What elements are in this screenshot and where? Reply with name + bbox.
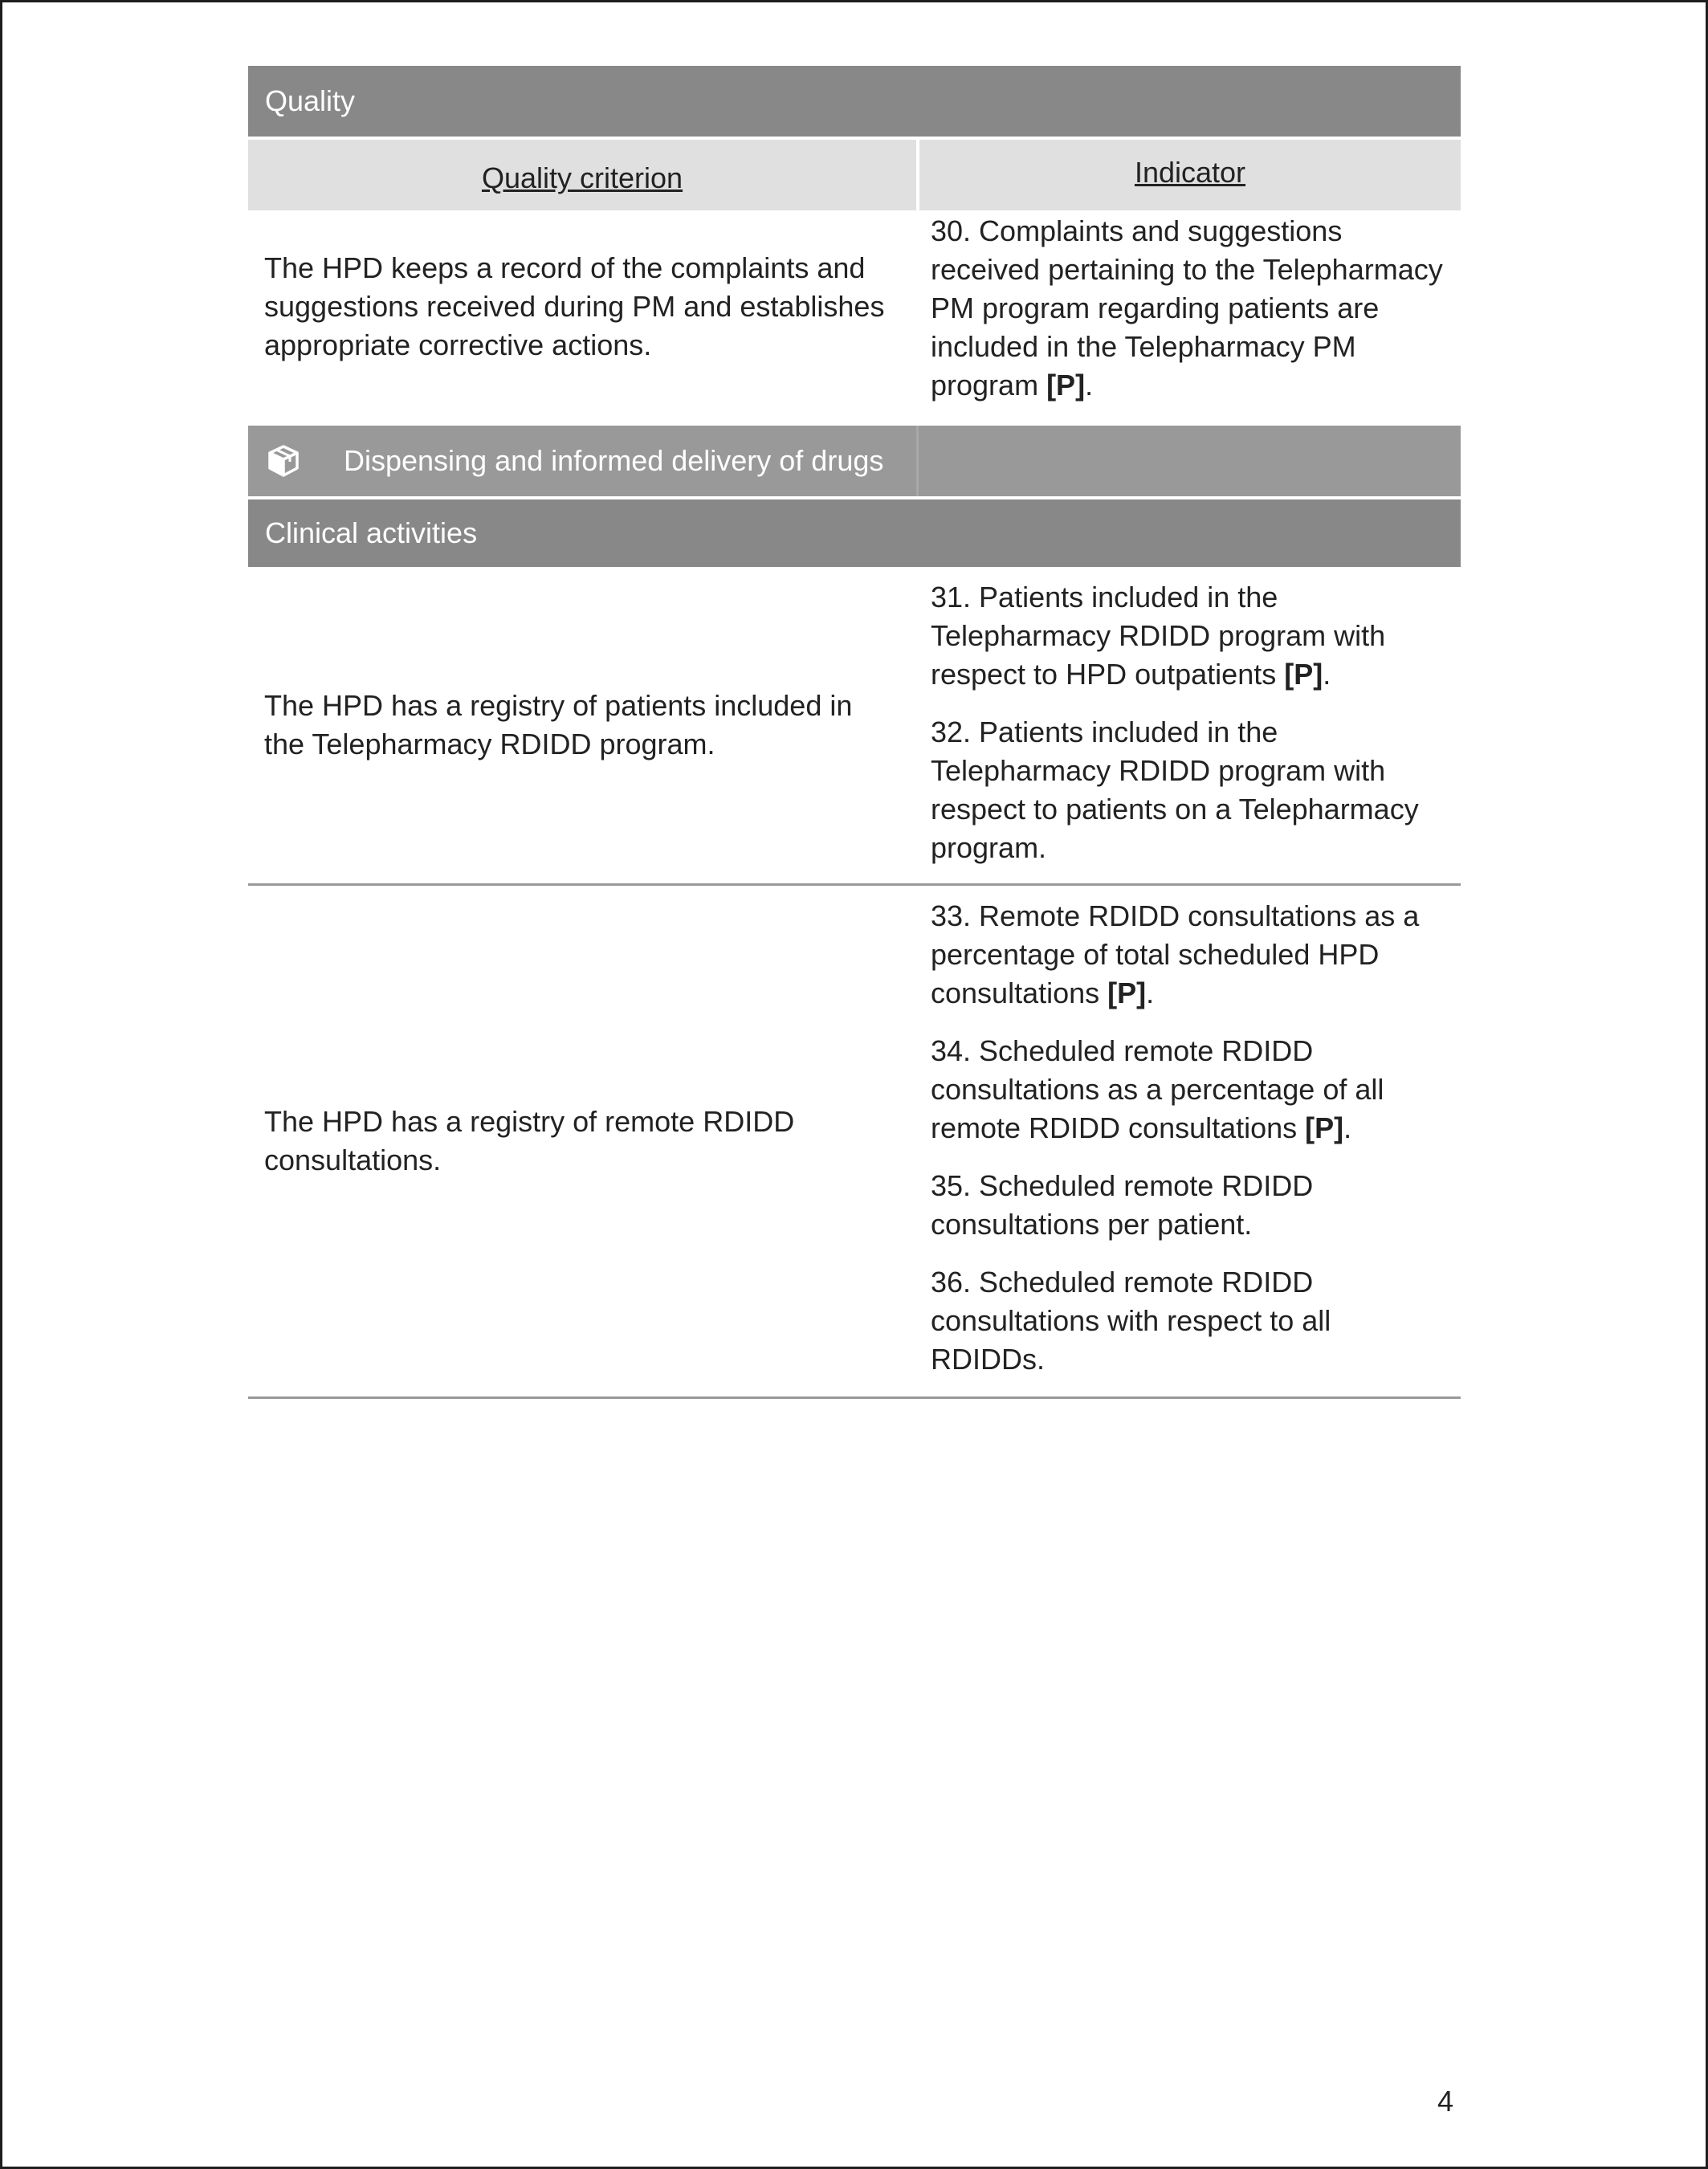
indicator-column-header	[916, 140, 1461, 210]
indicator-item: 31. Patients included in the Telepharmacy RDIDD program with respect to HPD outpatients [P].	[931, 581, 1386, 691]
indicator-item: 34. Scheduled remote RDIDD consultations as a percentage of all remote RDIDD consultations [P].	[931, 1034, 1384, 1144]
criterion-text: The HPD keeps a record of the complaints and suggestions received during PM and establishes appropriate corrective actions.	[264, 251, 885, 361]
clinical-band	[248, 499, 1461, 567]
indicator-item: 32. Patients included in the Telepharmacy RDIDD program with respect to patients on a Telepharmacy program.	[931, 716, 1419, 864]
row-divider	[248, 1396, 1461, 1399]
criterion-cell	[248, 886, 916, 1396]
band-divider	[916, 426, 919, 496]
quality-table	[248, 66, 1461, 1399]
column-headers	[248, 140, 1461, 210]
clinical-band-label: Clinical activities	[265, 516, 478, 549]
indicator-cell	[916, 886, 1461, 1396]
section-band-wrap	[248, 426, 1461, 496]
criterion-text: The HPD has a registry of remote RDIDD consultations.	[264, 1105, 795, 1176]
table-row	[248, 567, 1461, 883]
clinical-band-wrap	[248, 499, 1461, 567]
quality-band	[248, 66, 1461, 137]
box-delivery-icon	[265, 442, 302, 479]
indicator-item: 35. Scheduled remote RDIDD consultations per patient.	[931, 1169, 1314, 1241]
table-row	[248, 210, 1461, 426]
indicator-item: 36. Scheduled remote RDIDD consultations with respect to all RDIDDs.	[931, 1266, 1331, 1376]
page-number: 4	[1437, 2085, 1454, 2118]
section-band	[248, 426, 1461, 496]
criterion-column-header	[248, 140, 916, 210]
indicator-item: 30. Complaints and suggestions received pertaining to the Telepharmacy PM program regarding patients are included in the Telepharmacy PM program [P].	[931, 214, 1443, 402]
indicator-item: 33. Remote RDIDD consultations as a percentage of total scheduled HPD consultations [P].	[931, 899, 1420, 1009]
criterion-header-label: Quality criterion	[481, 161, 683, 194]
section-band-label: Dispensing and informed delivery of drugs	[344, 444, 884, 477]
quality-band-label: Quality	[265, 84, 356, 117]
indicator-cell	[916, 210, 1461, 426]
table-row	[248, 886, 1461, 1396]
criterion-cell	[248, 567, 916, 883]
indicator-header-label: Indicator	[1134, 156, 1246, 189]
criterion-text: The HPD has a registry of patients included in the Telepharmacy RDIDD program.	[264, 689, 853, 760]
indicator-cell	[916, 567, 1461, 883]
criterion-cell	[248, 210, 916, 426]
